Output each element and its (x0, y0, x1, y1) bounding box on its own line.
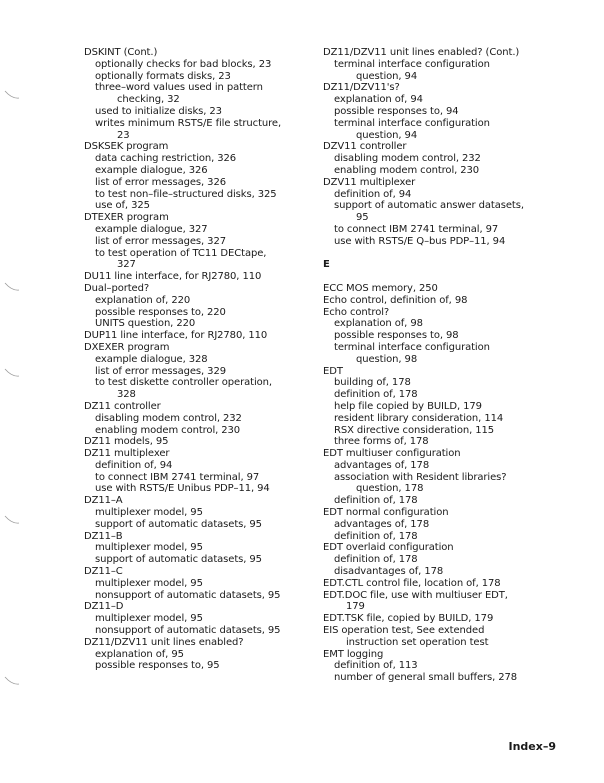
index-entry: EDT.TSK file, copied by BUILD, 179 (323, 613, 494, 625)
index-subentry: advantages of, 178 (334, 459, 430, 471)
index-subentry: definition of, 94 (334, 188, 412, 200)
index-subentry: enabling modem control, 230 (334, 164, 480, 176)
index-entry: EDT.CTL control file, location of, 178 (323, 577, 501, 589)
index-subentry: definition of, 178 (334, 554, 418, 566)
index-subentry: three forms of, 178 (334, 436, 429, 448)
index-subentry: multiplexer model, 95 (95, 577, 203, 589)
index-subentry: data caching restriction, 326 (95, 153, 237, 165)
index-subentry: enabling modem control, 230 (95, 424, 241, 436)
index-entry: Echo control, definition of, 98 (323, 294, 468, 306)
index-entry: DSKINT (Cont.) (84, 47, 158, 58)
index-entry: Echo control? (323, 306, 390, 318)
index-subentry: question, 94 (356, 129, 418, 141)
index-subentry: multiplexer model, 95 (95, 613, 203, 625)
index-subentry: to test diskette controller operation, (95, 377, 272, 389)
index-entry: DZ11 controller (84, 400, 161, 412)
index-entry: DZ11–D (84, 601, 124, 613)
index-subentry: possible responses to, 98 (334, 330, 459, 342)
index-subentry: use with RSTS/E Unibus PDP–11, 94 (95, 483, 270, 495)
index-entry: EMT logging (323, 648, 384, 660)
index-subentry: 23 (117, 129, 130, 141)
binder-mark-icon (4, 90, 20, 100)
index-spacer (323, 271, 523, 283)
index-subentry: list of error messages, 327 (95, 235, 226, 247)
index-subentry: terminal interface configuration (334, 341, 490, 353)
index-entry: DZV11 multiplexer (323, 176, 416, 188)
index-subentry: explanation of, 94 (334, 94, 423, 106)
index-entry: DZ11 multiplexer (84, 448, 170, 460)
index-subentry: 179 (346, 601, 365, 613)
index-column-right (323, 47, 523, 684)
index-subentry: multiplexer model, 95 (95, 542, 203, 554)
index-subentry: definition of, 113 (334, 660, 418, 672)
index-entry: DZ11/DZV11 unit lines enabled? (84, 636, 244, 648)
index-subentry: disabling modem control, 232 (334, 153, 481, 165)
index-section-letter: E (323, 259, 330, 271)
index-subentry: support of automatic datasets, 95 (95, 554, 262, 566)
index-entry: DZ11 models, 95 (84, 436, 169, 448)
index-subentry: 328 (117, 389, 136, 401)
binder-mark-icon (4, 368, 20, 378)
index-subentry: number of general small buffers, 278 (334, 672, 518, 684)
index-subentry: list of error messages, 329 (95, 365, 226, 377)
binder-mark-icon (4, 676, 20, 686)
index-subentry: 327 (117, 259, 136, 271)
index-subentry: multiplexer model, 95 (95, 507, 203, 519)
index-entry: DUP11 line interface, for RJ2780, 110 (84, 330, 268, 342)
index-subentry: list of error messages, 326 (95, 176, 226, 188)
index-spacer (323, 248, 523, 260)
index-entry: DSKSEK program (84, 141, 169, 153)
index-entry: DZ11/DZV11 unit lines enabled? (Cont.) (323, 47, 520, 58)
index-subentry: optionally checks for bad blocks, 23 (95, 58, 272, 70)
index-subentry: UNITS question, 220 (95, 318, 196, 330)
index-subentry: example dialogue, 327 (95, 223, 208, 235)
index-subentry: to test operation of TC11 DECtape, (95, 247, 267, 259)
index-subentry: instruction set operation test (346, 636, 489, 648)
index-subentry: possible responses to, 95 (95, 660, 220, 672)
index-subentry: use with RSTS/E Q–bus PDP–11, 94 (334, 235, 506, 247)
index-subentry: definition of, 178 (334, 495, 418, 507)
index-subentry: to connect IBM 2741 terminal, 97 (95, 471, 260, 483)
page-folio: Index–9 (508, 740, 556, 753)
index-entry: DZ11–A (84, 495, 123, 507)
index-subentry: help file copied by BUILD, 179 (334, 400, 482, 412)
index-subentry: explanation of, 220 (95, 294, 191, 306)
index-subentry: nonsupport of automatic datasets, 95 (95, 589, 281, 601)
index-subentry: writes minimum RSTS/E file structure, (95, 117, 282, 129)
index-entry: DZV11 controller (323, 141, 407, 153)
index-entry: DXEXER program (84, 341, 170, 353)
index-subentry: explanation of, 98 (334, 318, 423, 330)
index-entry: ECC MOS memory, 250 (323, 282, 438, 294)
index-subentry: RSX directive consideration, 115 (334, 424, 495, 436)
index-entry: EDT overlaid configuration (323, 542, 454, 554)
index-subentry: resident library consideration, 114 (334, 412, 504, 424)
index-subentry: building of, 178 (334, 377, 411, 389)
index-subentry: disabling modem control, 232 (95, 412, 242, 424)
index-subentry: support of automatic datasets, 95 (95, 518, 262, 530)
index-subentry: definition of, 94 (95, 459, 173, 471)
index-subentry: support of automatic answer datasets, (334, 200, 524, 212)
index-subentry: 95 (356, 212, 369, 224)
index-subentry: optionally formats disks, 23 (95, 70, 231, 82)
index-entry: DZ11–C (84, 566, 123, 578)
index-entry: EDT (323, 365, 343, 377)
index-entry: DU11 line interface, for RJ2780, 110 (84, 271, 262, 283)
index-entry: EDT normal configuration (323, 507, 449, 519)
index-entry: Dual–ported? (84, 282, 150, 294)
index-subentry: definition of, 178 (334, 530, 418, 542)
index-subentry: possible responses to, 220 (95, 306, 226, 318)
index-subentry: question, 98 (356, 353, 418, 365)
index-subentry: terminal interface configuration (334, 58, 490, 70)
index-entry: EDT.DOC file, use with multiuser EDT, (323, 589, 508, 601)
index-subentry: explanation of, 95 (95, 648, 184, 660)
index-subentry: example dialogue, 326 (95, 164, 208, 176)
binder-mark-icon (4, 282, 20, 292)
binder-mark-icon (4, 515, 20, 525)
index-subentry: definition of, 178 (334, 389, 418, 401)
index-subentry: advantages of, 178 (334, 518, 430, 530)
index-subentry: to connect IBM 2741 terminal, 97 (334, 223, 499, 235)
index-subentry: use of, 325 (95, 200, 150, 212)
index-subentry: example dialogue, 328 (95, 353, 208, 365)
index-subentry: checking, 32 (117, 94, 180, 106)
index-entry: DTEXER program (84, 212, 169, 224)
index-subentry: used to initialize disks, 23 (95, 105, 222, 117)
index-subentry: association with Resident libraries? (334, 471, 507, 483)
index-entry: EIS operation test, See extended (323, 625, 485, 637)
index-subentry: possible responses to, 94 (334, 105, 459, 117)
index-column-left (84, 47, 294, 672)
index-entry: DZ11/DZV11's? (323, 82, 400, 94)
index-subentry: nonsupport of automatic datasets, 95 (95, 625, 281, 637)
index-subentry: terminal interface configuration (334, 117, 490, 129)
index-subentry: to test non–file–structured disks, 325 (95, 188, 277, 200)
index-subentry: three–word values used in pattern (95, 82, 263, 94)
index-subentry: disadvantages of, 178 (334, 566, 444, 578)
index-subentry: question, 94 (356, 70, 418, 82)
index-entry: DZ11–B (84, 530, 123, 542)
index-subentry: question, 178 (356, 483, 424, 495)
index-entry: EDT multiuser configuration (323, 448, 461, 460)
